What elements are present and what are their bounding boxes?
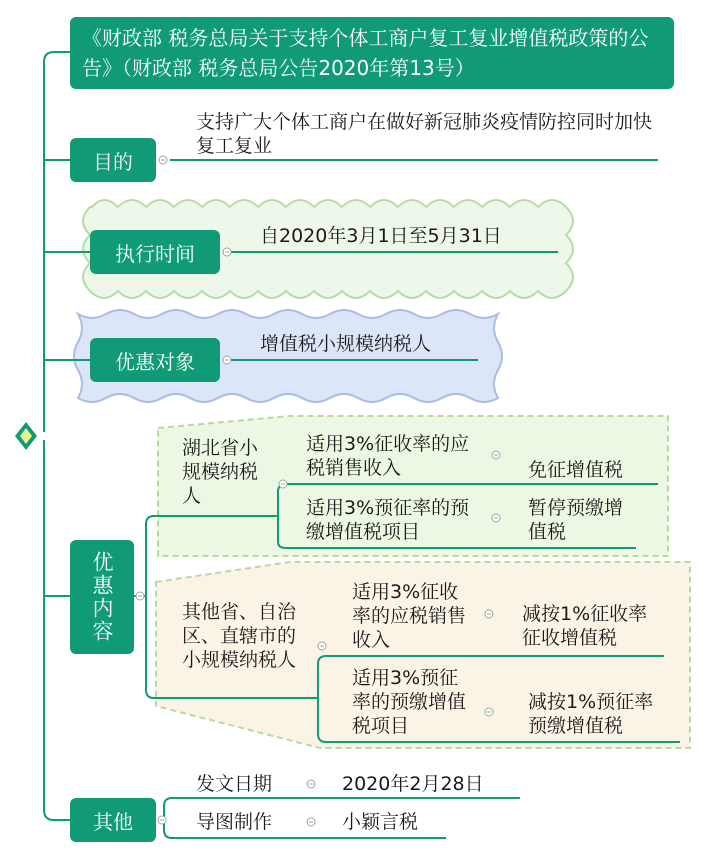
other-label: 其他 (93, 809, 133, 834)
root-title-node[interactable] (70, 17, 674, 89)
hubei-condition-1: 适用3%征收率的应税销售收入 (306, 433, 470, 479)
root-title-text: 《财政部 税务总局关于支持个体工商户复工复业增值税政策的公告》（财政部 税务总局公告2020年第13号） (82, 26, 649, 80)
others-label: 其他省、自治区、直辖市的小规模纳税人 (182, 601, 297, 671)
hubei-result-2: 暂停预缴增值税 (528, 497, 624, 543)
hubei-result-1: 免征增值税 (528, 459, 624, 481)
purpose-text: 支持广大个体工商户在做好新冠肺炎疫情防控同时加快复工复业 (196, 111, 653, 157)
root-diamond-icon[interactable] (15, 422, 37, 450)
other-value-2: 小颖言税 (342, 811, 419, 833)
target-node[interactable] (90, 338, 220, 382)
content-node[interactable] (70, 540, 134, 654)
other-key-1: 发文日期 (196, 773, 273, 795)
purpose-node[interactable] (70, 138, 156, 182)
others-result-2: 减按1%预征率预缴增值税 (528, 691, 654, 737)
other-value-1: 2020年2月28日 (342, 773, 484, 795)
hubei-label: 湖北省小规模纳税人 (182, 437, 259, 507)
target-label: 优惠对象 (115, 349, 195, 374)
others-condition-2: 适用3%预征率的预缴增值税项目 (352, 667, 467, 737)
exec-time-node[interactable] (90, 230, 220, 274)
other-node[interactable] (70, 798, 156, 842)
content-label: 优惠内容 (90, 551, 114, 643)
exec-time-label: 执行时间 (115, 241, 195, 266)
target-text: 增值税小规模纳税人 (260, 333, 432, 355)
others-result-1: 减按1%征收率征收增值税 (522, 603, 648, 649)
exec-time-text: 自2020年3月1日至5月31日 (260, 225, 502, 247)
purpose-label: 目的 (93, 149, 133, 174)
other-key-2: 导图制作 (196, 811, 273, 833)
others-condition-1: 适用3%征收率的应税销售收入 (352, 581, 467, 651)
hubei-condition-2: 适用3%预征率的预缴增值税项目 (306, 497, 470, 543)
